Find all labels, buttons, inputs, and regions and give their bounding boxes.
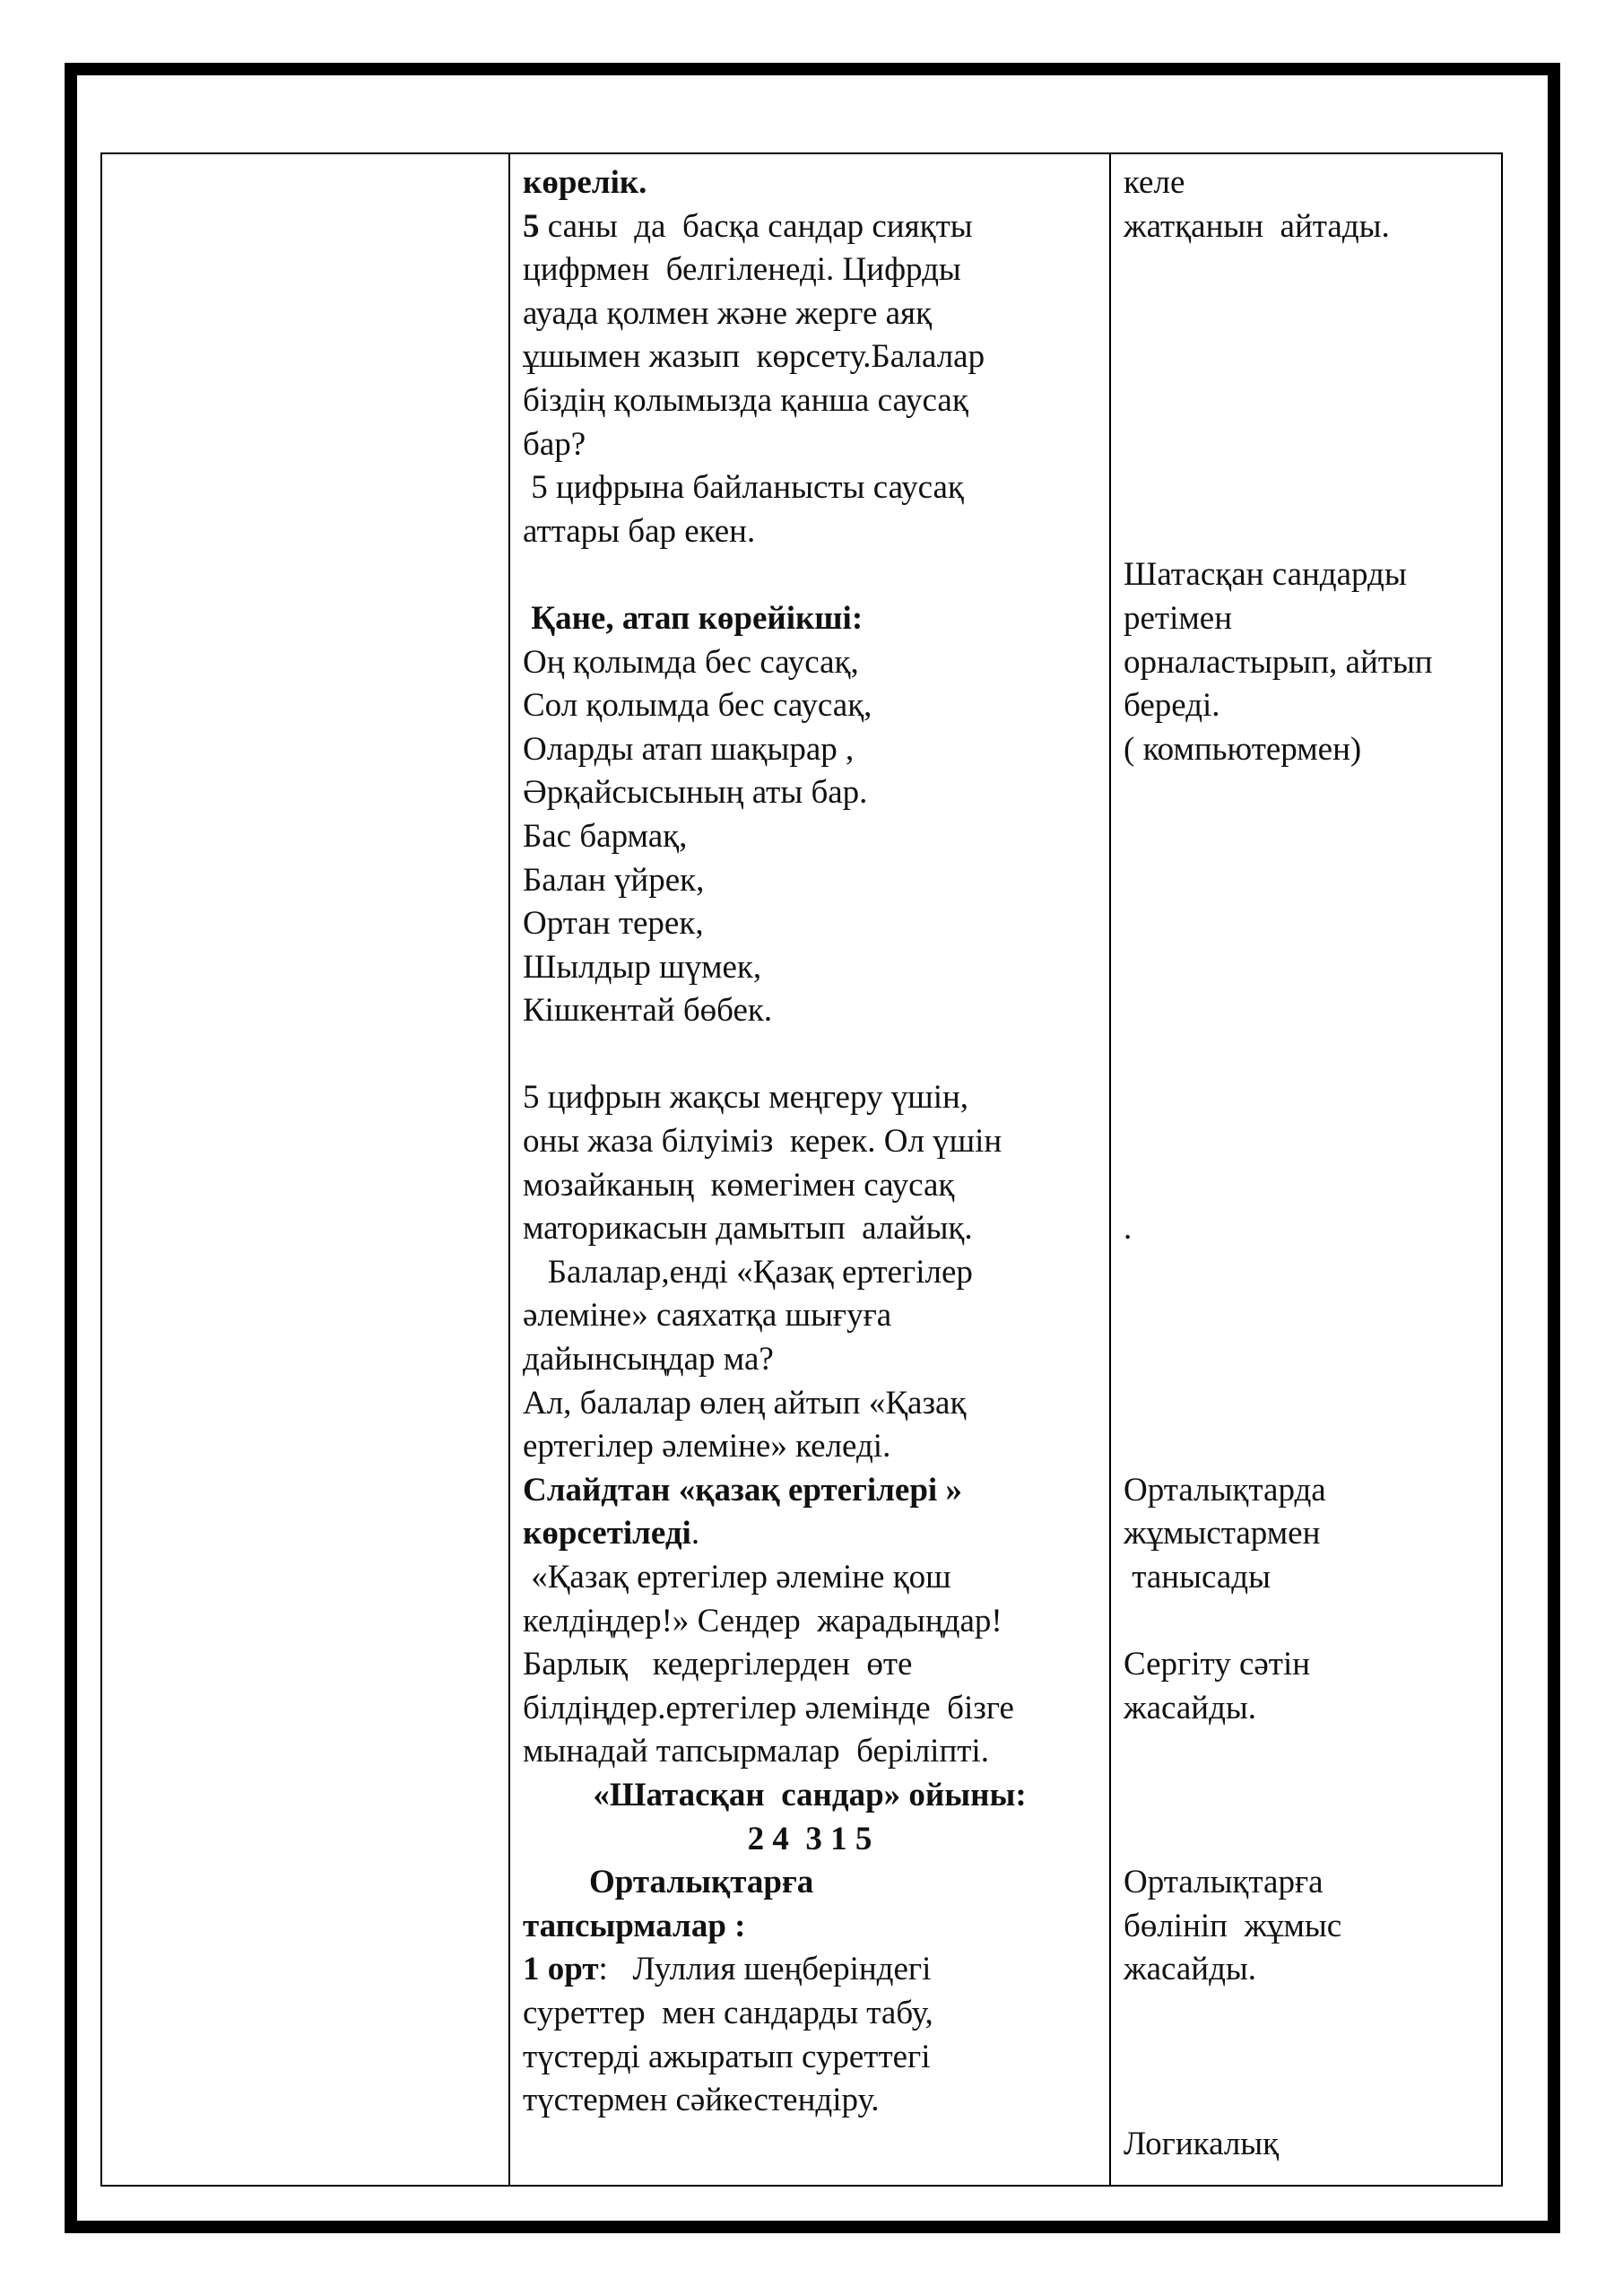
text-line xyxy=(523,1730,1097,1774)
text-line xyxy=(1124,1600,1488,1644)
text-line xyxy=(523,205,1097,249)
text-segment: оны жаза білуіміз керек. Ол үшін xyxy=(523,1123,1002,1161)
text-line xyxy=(1124,205,1488,249)
text-line xyxy=(523,641,1097,685)
text-segment: аттары бар екен. xyxy=(523,512,756,550)
right-column-body xyxy=(1111,154,1501,2166)
text-segment: дайынсыңдар ма? xyxy=(523,1341,774,1378)
text-line xyxy=(523,1600,1097,1644)
text-segment: Бас бармақ, xyxy=(523,817,688,855)
text-line xyxy=(523,1338,1097,1382)
text-line xyxy=(1124,728,1488,772)
text-line xyxy=(1124,1905,1488,1949)
text-segment: Орталықтарда xyxy=(1124,1471,1326,1509)
text-line xyxy=(523,1818,1097,1862)
text-line xyxy=(1124,248,1488,292)
text-segment: орналастырып, айтып xyxy=(1124,643,1433,681)
text-segment: Орталықтарға xyxy=(1124,1864,1324,1901)
text-segment: Барлық кедергілерден өте xyxy=(523,1646,913,1683)
text-segment: суреттер мен сандарды табу, xyxy=(523,1994,933,2031)
text-segment: көрсетіледі xyxy=(523,1515,691,1552)
text-segment: келе xyxy=(1124,164,1185,201)
text-segment: мынадай тапсырмалар беріліпті. xyxy=(523,1733,989,1770)
text-segment: ретімен xyxy=(1124,599,1233,637)
text-line xyxy=(1124,1556,1488,1600)
text-line xyxy=(1124,1687,1488,1731)
text-line xyxy=(523,248,1097,292)
text-line xyxy=(523,553,1097,597)
text-line xyxy=(1124,1382,1488,1426)
text-line xyxy=(523,1556,1097,1600)
text-line xyxy=(1124,1338,1488,1382)
text-segment: 2 4 3 1 5 xyxy=(747,1820,872,1857)
text-line xyxy=(523,771,1097,815)
text-segment: жасайды. xyxy=(1124,1951,1257,1988)
middle-column-body xyxy=(510,154,1109,2123)
text-segment: . xyxy=(690,1515,700,1552)
text-line xyxy=(523,946,1097,990)
text-segment: Қане, атап көрейікші: xyxy=(523,599,864,637)
left-column-body xyxy=(102,154,508,161)
text-line xyxy=(1124,466,1488,510)
text-segment: келдіңдер!» Сендер жарадыңдар! xyxy=(523,1602,1002,1639)
text-segment: цифрмен белгіленеді. Цифрды xyxy=(523,251,961,289)
text-line xyxy=(1124,1992,1488,2036)
text-segment: әлеміне» саяхатқа шығуға xyxy=(523,1297,892,1335)
lesson-table xyxy=(100,152,1503,2187)
text-line xyxy=(523,379,1097,423)
text-line xyxy=(523,1207,1097,1251)
text-line xyxy=(1124,161,1488,205)
text-line xyxy=(523,1425,1097,1469)
text-line xyxy=(523,1076,1097,1120)
text-line xyxy=(1124,1207,1488,1251)
text-segment: ертегілер әлеміне» келеді. xyxy=(523,1428,891,1465)
middle-column-cell xyxy=(509,153,1110,2186)
text-segment: Балалар,енді «Қазақ ертегілер xyxy=(523,1253,973,1291)
text-line xyxy=(1124,815,1488,859)
text-segment: «Қазақ ертегілер әлеміне қош xyxy=(523,1559,951,1596)
text-line xyxy=(523,902,1097,946)
text-line xyxy=(1124,553,1488,597)
text-segment: бар? xyxy=(523,425,586,463)
text-line xyxy=(523,597,1097,641)
text-line xyxy=(523,1469,1097,1513)
text-segment: маторикасын дамытып алайық. xyxy=(523,1210,973,1248)
text-line xyxy=(1124,1643,1488,1687)
text-segment: Логикалық xyxy=(1124,2125,1280,2162)
text-line xyxy=(1124,684,1488,728)
text-segment: Оларды атап шақырар , xyxy=(523,730,855,768)
text-line xyxy=(523,2036,1097,2080)
text-segment: көрелік. xyxy=(523,164,647,201)
text-line xyxy=(523,1643,1097,1687)
right-column-cell xyxy=(1110,153,1502,2186)
text-line xyxy=(1124,2123,1488,2167)
text-segment: жұмыстармен xyxy=(1124,1515,1321,1552)
text-segment: ұшымен жазып көрсету.Балалар xyxy=(523,338,985,376)
text-segment: мозайканың көмегімен саусақ xyxy=(523,1166,955,1204)
text-line xyxy=(1124,1774,1488,1818)
text-line xyxy=(523,1120,1097,1164)
text-segment: түстермен сәйкестендіру. xyxy=(523,2082,880,2119)
text-segment: тапсырмалар : xyxy=(523,1907,746,1944)
text-segment: береді. xyxy=(1124,687,1220,725)
text-line xyxy=(1124,1861,1488,1905)
text-line xyxy=(523,1774,1097,1818)
text-segment: : Луллия шеңберіндегі xyxy=(598,1951,932,1988)
text-line xyxy=(1124,292,1488,336)
text-line xyxy=(523,1164,1097,1208)
text-line xyxy=(523,1294,1097,1338)
text-segment: Сол қолымда бес саусақ, xyxy=(523,687,872,725)
text-segment: Кішкентай бөбек. xyxy=(523,992,773,1030)
text-line xyxy=(523,1905,1097,1949)
text-line xyxy=(1124,902,1488,946)
text-segment: Әрқайсысының аты бар. xyxy=(523,774,868,812)
text-segment: Шылдыр шүмек, xyxy=(523,948,762,986)
text-line xyxy=(1124,1120,1488,1164)
text-line xyxy=(523,2079,1097,2123)
text-line xyxy=(1124,1425,1488,1469)
text-line xyxy=(523,1861,1097,1905)
text-line xyxy=(1124,946,1488,990)
text-line xyxy=(523,335,1097,379)
text-line xyxy=(1124,1076,1488,1120)
text-line xyxy=(1124,1818,1488,1862)
text-line xyxy=(523,859,1097,903)
text-line xyxy=(1124,510,1488,554)
left-column-cell xyxy=(101,153,509,2186)
text-line xyxy=(1124,1164,1488,1208)
text-segment: жасайды. xyxy=(1124,1689,1257,1726)
text-segment: . xyxy=(1124,1210,1133,1248)
text-line xyxy=(523,1512,1097,1556)
text-line xyxy=(1124,2036,1488,2080)
text-line xyxy=(523,684,1097,728)
text-line xyxy=(1124,1294,1488,1338)
text-line xyxy=(1124,1251,1488,1295)
text-line xyxy=(523,1992,1097,2036)
text-line xyxy=(523,423,1097,467)
text-line xyxy=(523,466,1097,510)
text-line xyxy=(1124,1033,1488,1077)
text-segment: бөлініп жұмыс xyxy=(1124,1907,1342,1944)
text-segment: танысады xyxy=(1124,1559,1271,1596)
text-segment: білдіңдер.ертегілер әлемінде бізге xyxy=(523,1689,1014,1726)
text-line xyxy=(523,1687,1097,1731)
text-segment: 5 цифрын жақсы меңгеру үшін, xyxy=(523,1079,969,1117)
text-line xyxy=(1124,641,1488,685)
text-segment: Слайдтан «қазақ ертегілері » xyxy=(523,1471,962,1509)
text-line xyxy=(523,510,1097,554)
text-line xyxy=(523,815,1097,859)
text-line xyxy=(1124,335,1488,379)
text-line xyxy=(523,1033,1097,1077)
text-line xyxy=(523,989,1097,1033)
text-segment: 1 орт xyxy=(523,1951,599,1988)
text-segment: Ал, балалар өлең айтып «Қазақ xyxy=(523,1384,967,1422)
text-segment: түстерді ажыратып суреттегі xyxy=(523,2038,931,2075)
table-row xyxy=(101,153,1502,2186)
text-line xyxy=(1124,2079,1488,2123)
text-segment: Сергіту сәтін xyxy=(1124,1646,1311,1683)
text-segment: Балан үйрек, xyxy=(523,861,705,899)
text-segment: ауада қолмен және жерге аяқ xyxy=(523,294,933,332)
text-line xyxy=(523,1382,1097,1426)
text-segment: ( компьютермен) xyxy=(1124,730,1362,768)
text-line xyxy=(523,728,1097,772)
text-segment: 5 xyxy=(523,207,540,245)
text-line xyxy=(1124,597,1488,641)
text-segment: біздің қолымызда қанша саусақ xyxy=(523,381,968,419)
text-line xyxy=(1124,1512,1488,1556)
text-line xyxy=(1124,423,1488,467)
text-line xyxy=(523,161,1097,205)
text-segment: Оң қолымда бес саусақ, xyxy=(523,643,859,681)
text-segment: «Шатасқан сандар» ойыны: xyxy=(593,1776,1027,1813)
text-line xyxy=(1124,379,1488,423)
text-segment: саны да басқа сандар сияқты xyxy=(539,207,973,245)
text-line xyxy=(523,292,1097,336)
text-segment: жатқанын айтады. xyxy=(1124,207,1390,245)
text-line xyxy=(1124,771,1488,815)
text-segment: Ортан терек, xyxy=(523,905,704,943)
text-segment: Орталықтарға xyxy=(523,1864,814,1901)
text-line xyxy=(1124,1469,1488,1513)
text-segment: Шатасқан сандарды xyxy=(1124,556,1407,594)
text-line xyxy=(1124,1948,1488,1992)
text-line xyxy=(523,1948,1097,1992)
text-line xyxy=(1124,989,1488,1033)
text-segment: 5 цифрына байланысты саусақ xyxy=(523,469,964,507)
text-line xyxy=(1124,1730,1488,1774)
text-line xyxy=(1124,859,1488,903)
text-line xyxy=(523,1251,1097,1295)
